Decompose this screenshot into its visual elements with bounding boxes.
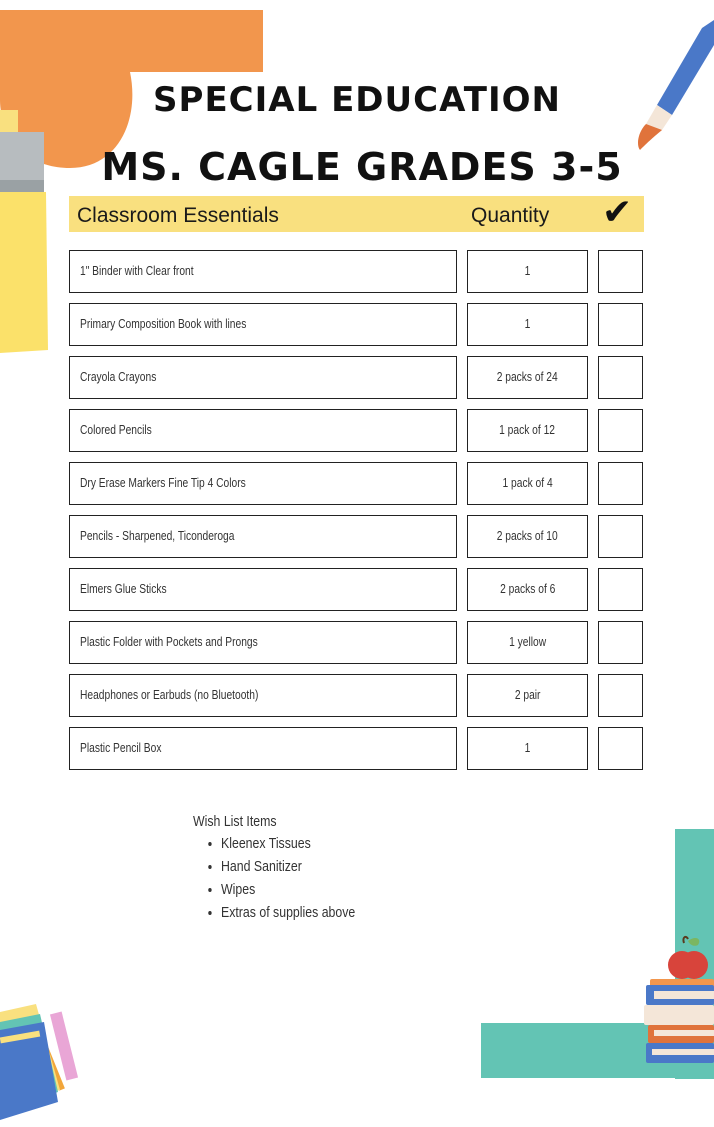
table-row — [69, 727, 644, 770]
item-label: Primary Composition Book with lines — [80, 317, 247, 331]
item-cell — [69, 674, 457, 717]
table-row — [69, 621, 644, 664]
quantity-cell — [467, 674, 588, 717]
quantity-cell — [467, 568, 588, 611]
quantity-label: 1 — [524, 317, 531, 331]
table-row — [69, 356, 644, 399]
wish-list-items — [193, 836, 379, 921]
books-apple-icon — [640, 935, 714, 1077]
table-row — [69, 568, 644, 611]
item-cell — [69, 462, 457, 505]
item-label: Colored Pencils — [80, 423, 152, 437]
item-label: Plastic Folder with Pockets and Prongs — [80, 635, 258, 649]
item-cell — [69, 356, 457, 399]
list-item: • Hand Sanitizer — [221, 859, 355, 875]
quantity-label: 2 pair — [514, 688, 541, 702]
item-cell — [69, 250, 457, 293]
quantity-cell — [467, 727, 588, 770]
checkbox[interactable] — [598, 462, 643, 505]
quantity-cell — [467, 462, 588, 505]
item-cell — [69, 621, 457, 664]
item-label: Elmers Glue Sticks — [80, 582, 167, 596]
checkbox[interactable] — [598, 303, 643, 346]
table-row — [69, 462, 644, 505]
table-row — [69, 250, 644, 293]
quantity-label: 2 packs of 6 — [499, 582, 556, 596]
item-cell — [69, 515, 457, 558]
notebooks-ruler-icon — [0, 1000, 95, 1122]
table-row — [69, 674, 644, 717]
checkbox[interactable] — [598, 621, 643, 664]
table-row — [69, 303, 644, 346]
quantity-cell — [467, 250, 588, 293]
table-row — [69, 409, 644, 452]
quantity-cell — [467, 621, 588, 664]
item-cell — [69, 727, 457, 770]
checkbox[interactable] — [598, 356, 643, 399]
quantity-cell — [467, 356, 588, 399]
checkbox[interactable] — [598, 515, 643, 558]
wish-list-title: Wish List Items — [193, 814, 277, 830]
quantity-cell — [467, 409, 588, 452]
checkbox[interactable] — [598, 727, 643, 770]
item-label: Plastic Pencil Box — [80, 741, 162, 755]
quantity-label: 1 yellow — [508, 635, 547, 649]
wish-list — [193, 814, 379, 928]
column-header-item: Classroom Essentials — [77, 204, 279, 227]
table-header — [69, 192, 644, 233]
quantity-label: 2 packs of 24 — [497, 370, 558, 384]
checkbox[interactable] — [598, 409, 643, 452]
item-label: Headphones or Earbuds (no Bluetooth) — [80, 688, 259, 702]
column-header-quantity: Quantity — [471, 204, 550, 227]
checkbox[interactable] — [598, 250, 643, 293]
checkbox[interactable] — [598, 674, 643, 717]
checkmark-icon: ✔ — [602, 192, 633, 233]
item-cell — [69, 409, 457, 452]
item-cell — [69, 568, 457, 611]
list-item: • Wipes — [221, 882, 355, 898]
table-row — [69, 515, 644, 558]
page-subtitle: MS. CAGLE GRADES 3-5 — [101, 145, 623, 189]
page-title: SPECIAL EDUCATION — [153, 80, 561, 120]
item-label: Pencils - Sharpened, Ticonderoga — [80, 529, 235, 543]
quantity-cell — [467, 515, 588, 558]
checkbox[interactable] — [598, 568, 643, 611]
quantity-label: 1 pack of 12 — [499, 423, 556, 437]
quantity-label: 2 packs of 10 — [497, 529, 558, 543]
item-label: Dry Erase Markers Fine Tip 4 Colors — [80, 476, 246, 490]
item-label: 1" Binder with Clear front — [80, 264, 194, 278]
quantity-label: 1 — [524, 264, 531, 278]
quantity-label: 1 — [524, 741, 531, 755]
item-cell — [69, 303, 457, 346]
list-item: • Extras of supplies above — [221, 905, 355, 921]
quantity-label: 1 pack of 4 — [502, 476, 553, 490]
item-label: Crayola Crayons — [80, 370, 157, 384]
list-item: • Kleenex Tissues — [221, 836, 355, 852]
quantity-cell — [467, 303, 588, 346]
